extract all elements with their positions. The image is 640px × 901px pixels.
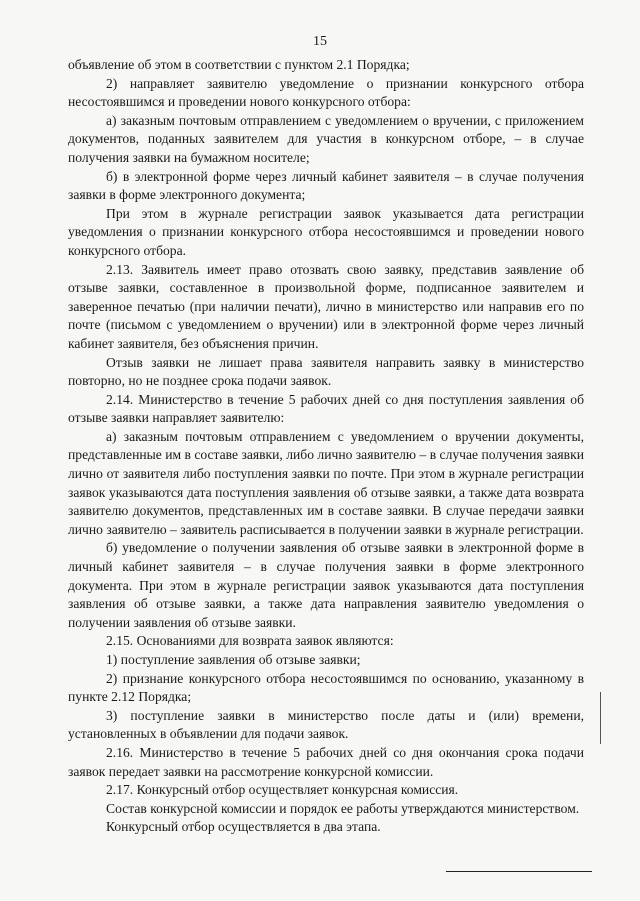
- paragraph: 1) поступление заявления об отзыве заявки;: [106, 652, 361, 667]
- paragraph: 2.13. Заявитель имеет право отозвать свою заявку, представив заявление об отзыве заявки, составленное в произвольной форме, подписанное заявителем и заверенное печатью (при наличии печати), лично в министерство или направив его по почте (письмом с уведомлением о вручении) или в электронной форме через личный кабинет заявителя, без объяснения причин.: [68, 261, 584, 351]
- paragraph: б) в электронной форме через личный кабинет заявителя – в случае получения заявки в форме электронного документа;: [68, 168, 584, 203]
- paragraph: объявление об этом в соответствии с пунктом 2.1 Порядка;: [68, 57, 410, 72]
- paragraph: 3) поступление заявки в министерство после даты и (или) времени, установленных в объявлении для подачи заявок.: [68, 707, 584, 742]
- paragraph: Состав конкурсной комиссии и порядок ее работы утверждаются министерством.: [106, 800, 580, 816]
- paragraph: При этом в журнале регистрации заявок указывается дата регистрации уведомления о признании конкурсного отбора несостоявшимся и проведении нового конкурсного отбора.: [68, 205, 584, 258]
- paragraph: б) уведомление о получении заявления об отзыве заявки в электронной форме в личный кабинет заявителя – в случае получения заявки в форме электронного документа. При этом в журнале регистрации заявок указываются дата поступления заявления об отзыве заявки, а также дата направления заявителю уведомления о получении заявления об отзыве заявки.: [68, 540, 584, 630]
- paragraph: 2) направляет заявителю уведомление о признании конкурсного отбора несостоявшимся и проведении нового конкурсного отбора:: [68, 75, 584, 110]
- paragraph: 2.17. Конкурсный отбор осуществляет конкурсная комиссия.: [106, 782, 459, 798]
- paragraph: Отзыв заявки не лишает права заявителя направить заявку в министерство повторно, но не позднее срока подачи заявок.: [68, 354, 584, 389]
- page-number: 15: [313, 34, 327, 49]
- footer-rule: [446, 871, 592, 872]
- paragraph: а) заказным почтовым отправлением с уведомлением о вручении документы, представленные им в составе заявки, либо лично заявителю – в случае получения заявки лично от заявителя либо поступления заявки по почте. При этом в журнале регистрации заявок указываются дата поступления заявления об отзыве заявки, а также дата возврата заявителю документов, представленных им в составе заявки. В случае передачи заявки лично заявителю – заявитель расписывается в получении заявки в журнале регистрации.: [68, 428, 584, 537]
- margin-mark: [600, 692, 601, 744]
- paragraph: Конкурсный отбор осуществляется в два этапа.: [106, 819, 381, 835]
- paragraph: 2.14. Министерство в течение 5 рабочих дней со дня поступления заявления об отзыве заявки направляет заявителю:: [68, 391, 584, 426]
- paragraph: 2.16. Министерство в течение 5 рабочих дней со дня окончания срока подачи заявок передает заявки на рассмотрение конкурсной комиссии.: [68, 744, 584, 779]
- paragraph: 2) признание конкурсного отбора несостоявшимся по основанию, указанному в пункте 2.12 Порядка;: [68, 670, 584, 705]
- paragraph: а) заказным почтовым отправлением с уведомлением о вручении, с приложением документов, поданных заявителем для участия в конкурсном отборе, – в случае получения заявки на бумажном носителе;: [68, 112, 584, 165]
- document-body: [68, 56, 584, 837]
- paragraph: 2.15. Основаниями для возврата заявок являются:: [106, 633, 394, 649]
